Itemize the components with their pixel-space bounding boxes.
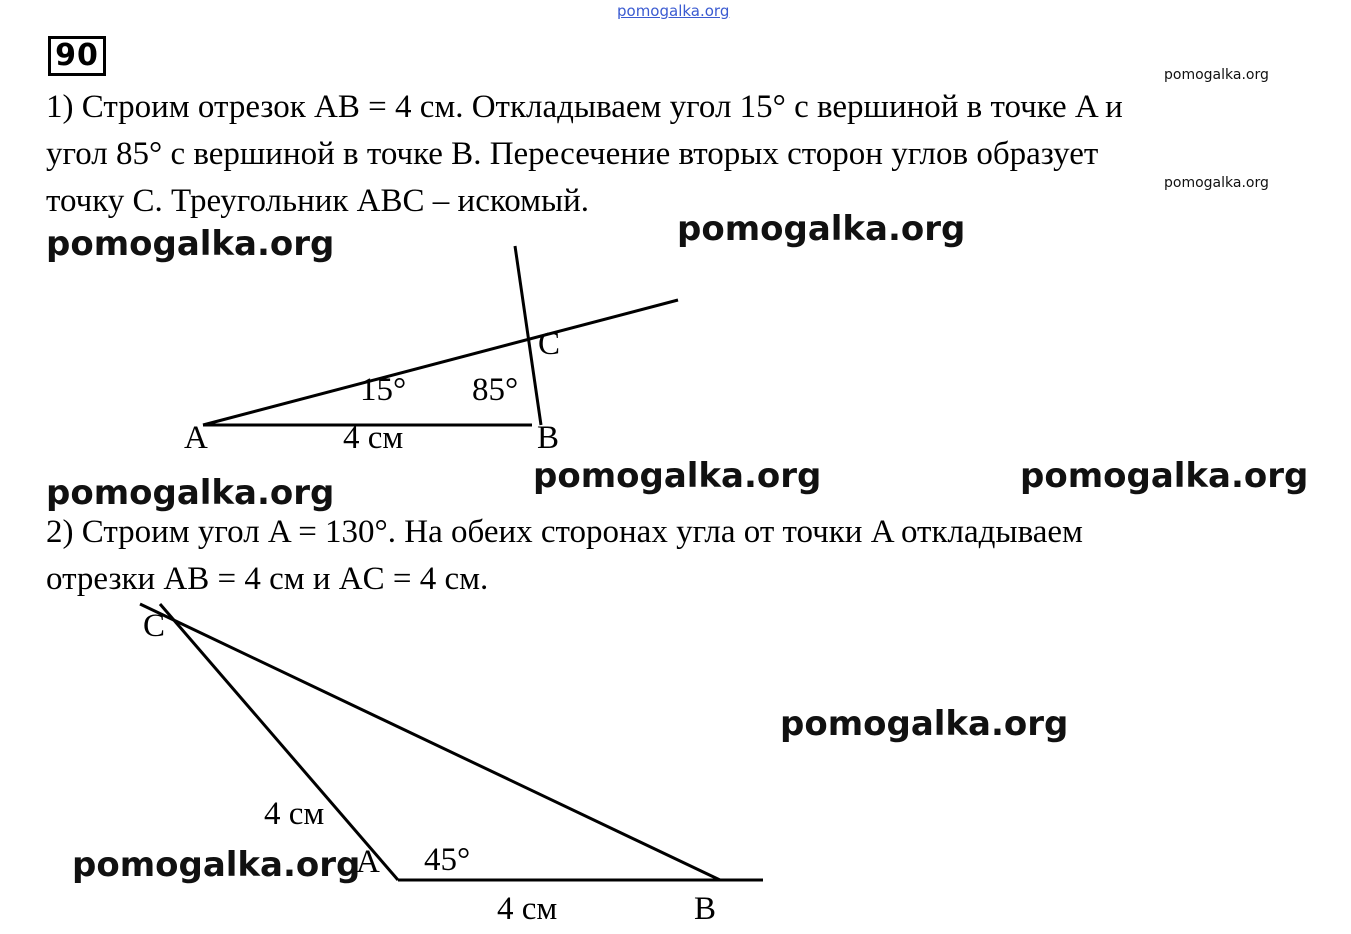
angle-a-label: 15° — [360, 372, 407, 408]
figure-1-triangle — [203, 246, 678, 425]
part2-text-line: отрезки AB = 4 см и AC = 4 см. — [46, 561, 489, 597]
part1-text-line: точку C. Треугольник ABC – искомый. — [46, 183, 590, 219]
point-b-label: B — [537, 420, 560, 456]
watermark-large: pomogalka.org — [1020, 456, 1309, 496]
figure-2-triangle — [140, 604, 763, 880]
side-cb — [140, 604, 720, 880]
side-ab-length-label: 4 см — [497, 891, 558, 927]
problem-number-box: 90 — [48, 36, 106, 76]
point-a-label: A — [356, 844, 380, 880]
angle-label: 45° — [424, 842, 471, 878]
top-watermark-link[interactable]: pomogalka.org — [617, 2, 730, 20]
watermark-large: pomogalka.org — [677, 209, 966, 249]
point-b-label: B — [694, 891, 717, 927]
watermark-large: pomogalka.org — [780, 704, 1069, 744]
angle-b-label: 85° — [472, 372, 519, 408]
point-c-label: C — [143, 608, 166, 644]
side-ac-length-label: 4 см — [264, 796, 325, 832]
watermark-large: pomogalka.org — [533, 456, 822, 496]
side-ab-length-label: 4 см — [343, 420, 404, 456]
watermark-small: pomogalka.org — [1164, 67, 1269, 83]
part1-text-line: угол 85° с вершиной в точке B. Пересечение вторых сторон углов образует — [46, 136, 1099, 172]
part1-text-line: 1) Строим отрезок AB = 4 см. Откладываем угол 15° с вершиной в точке A и — [46, 89, 1123, 125]
side-ac — [160, 604, 398, 880]
watermark-large: pomogalka.org — [72, 845, 361, 885]
watermark-large: pomogalka.org — [46, 224, 335, 264]
point-a-label: A — [184, 420, 208, 456]
ray-from-a — [203, 300, 678, 425]
part2-text-line: 2) Строим угол A = 130°. На обеих сторонах угла от точки A откладываем — [46, 514, 1083, 550]
watermark-large: pomogalka.org — [46, 473, 335, 513]
watermark-small: pomogalka.org — [1164, 175, 1269, 191]
point-c-label: C — [538, 326, 561, 362]
